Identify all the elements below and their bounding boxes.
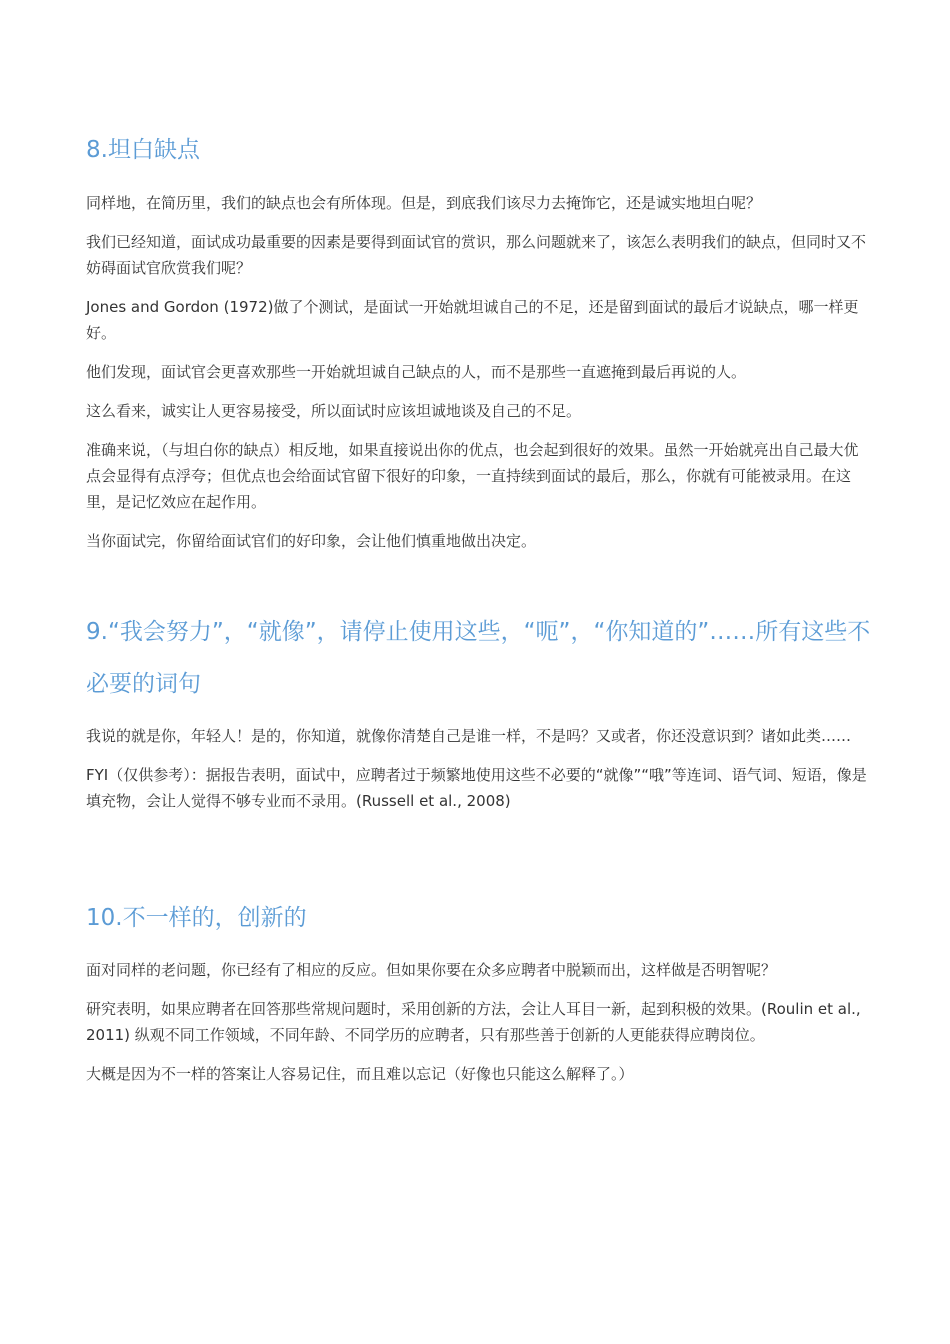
section-10-header — [86, 892, 307, 944]
section-10-title: 10.不一样的，创新的 — [86, 905, 307, 931]
section-8-header — [86, 124, 200, 176]
section-10-paragraph: 面对同样的老问题，你已经有了相应的反应。但如果你要在众多应聘者中脱颖而出，这样做是否明智呢？ — [86, 961, 777, 979]
section-8-paragraph: 这么看来，诚实让人更容易接受，所以面试时应该坦诚地谈及自己的不足。 — [86, 402, 582, 420]
section-8-paragraph: 我们已经知道，面试成功最重要的因素是要得到面试官的赏识，那么问题就来了，该怎么表明我们的缺点，但同时又不妨碍面试官欣赏我们呢？ — [86, 233, 867, 277]
section-8-paragraph: 准确来说，（与坦白你的缺点）相反地，如果直接说出你的优点，也会起到很好的效果。虽然一开始就亮出自己最大优点会显得有点浮夸；但优点也会给面试官留下很好的印象，一直持续到面试的最后，那么，你就有可能被录用。在这里，是记忆效应在起作用。 — [86, 441, 859, 511]
section-9-paragraph: FYI（仅供参考）：据报告表明，面试中，应聘者过于频繁地使用这些不必要的“就像”“哦”等连词、语气词、短语，像是填充物，会让人觉得不够专业而不录用。(Russell et al., 2008) — [86, 766, 867, 810]
section-8-paragraph: Jones and Gordon (1972)做了个测试，是面试一开始就坦诚自己的不足，还是留到面试的最后才说缺点，哪一样更好。 — [86, 298, 859, 342]
section-10-paragraph: 大概是因为不一样的答案让人容易记住，而且难以忘记（好像也只能这么解释了。） — [86, 1065, 634, 1083]
section-8-title: 8.坦白缺点 — [86, 137, 200, 163]
section-10-paragraph: 研究表明，如果应聘者在回答那些常规问题时，采用创新的方法，会让人耳目一新，起到积极的效果。(Roulin et al., 2011) 纵观不同工作领域，不同年龄、不同学历的应聘者，只有那些善于创新的人更能获得应聘岗位。 — [86, 1000, 861, 1044]
section-8-paragraph: 当你面试完，你留给面试官们的好印象，会让他们慎重地做出决定。 — [86, 532, 537, 550]
section-9-title: 9.“我会努力”，“就像”，请停止使用这些，“呃”，“你知道的”……所有这些不必要的词句 — [86, 619, 871, 697]
section-8-body — [86, 190, 872, 567]
section-9-paragraph: 我说的就是你，年轻人！是的，你知道，就像你清楚自己是谁一样，不是吗？又或者，你还没意识到？诸如此类…… — [86, 727, 852, 745]
section-10-body — [86, 957, 872, 1100]
section-9-body — [86, 723, 872, 827]
section-9-header — [86, 606, 876, 710]
section-8-paragraph: 同样地，在简历里，我们的缺点也会有所体现。但是，到底我们该尽力去掩饰它，还是诚实地坦白呢？ — [86, 194, 762, 212]
section-8-paragraph: 他们发现，面试官会更喜欢那些一开始就坦诚自己缺点的人，而不是那些一直遮掩到最后再说的人。 — [86, 363, 747, 381]
